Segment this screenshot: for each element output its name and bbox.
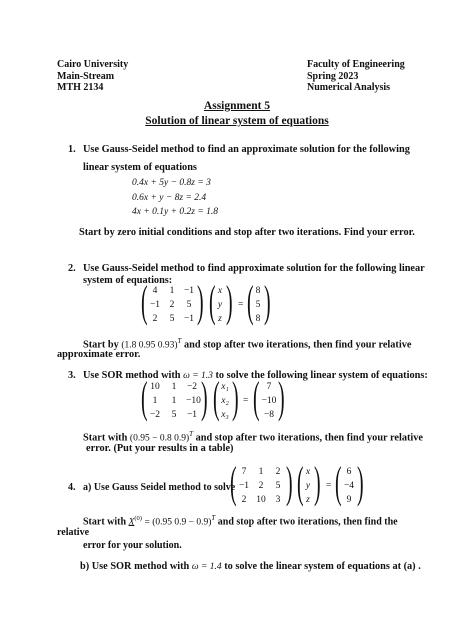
q3-rhs: −10 [261, 396, 277, 406]
q3-rhs-left-paren: ( [253, 373, 260, 422]
q3-rhs: −8 [263, 410, 275, 420]
header-university: Cairo University [57, 59, 129, 70]
q1-text-line1: Use Gauss-Seidel method to find an approximate solution for the following [83, 144, 410, 155]
q4-vars-right-paren: ) [314, 458, 321, 507]
q1-text-line2: linear system of equations [83, 162, 197, 173]
q3-var: x₃ [221, 410, 229, 420]
q3-start-vector: (0.95 − 0.8 0.9) [129, 433, 190, 444]
q4-number: 4. [68, 482, 76, 493]
q4-transpose: T [211, 514, 216, 522]
q3-matrix-cell: −1 [186, 410, 198, 420]
q2-matrix-equation [141, 277, 301, 328]
q3-matrix-left-paren: ( [141, 373, 148, 422]
header-left [57, 59, 128, 94]
q3-text-prefix: Use SOR method with [83, 370, 181, 381]
q2-rhs-right-paren: ) [264, 277, 271, 326]
q2-rhs-left-paren: ( [247, 277, 254, 326]
q4-matrix-cell: 10 [256, 495, 266, 505]
q2-matrix-cell: 1 [169, 286, 175, 296]
q2-text-line2: system of equations: [83, 275, 173, 286]
q4-start-suffix: and stop after two iterations, then find the [217, 516, 398, 528]
q2-matrix-right-paren: ) [197, 277, 204, 326]
q2-matrix-cell: −1 [183, 286, 195, 296]
q4-rhs: 6 [346, 467, 352, 477]
q4-matrix-equation [230, 458, 390, 509]
header-stream: Main-Stream [57, 70, 115, 82]
q2-matrix-cell: 4 [152, 286, 158, 296]
q2-start-suffix: and stop after two iterations, then find your relative [184, 339, 412, 351]
q3-rhs-right-paren: ) [278, 373, 285, 422]
q2-matrix-cell: 5 [186, 300, 192, 310]
q2-start-vector: (1.8 0.95 0.93) [121, 340, 178, 351]
q4-var: x [305, 467, 311, 477]
q2-matrix-cell: 5 [169, 314, 175, 324]
q3-text-suffix: to solve the following linear system of equations: [215, 370, 428, 381]
q3-matrix-right-paren: ) [201, 373, 208, 422]
assignment-title: Assignment 5 [203, 100, 271, 112]
q2-matrix-cell: −1 [183, 314, 195, 324]
q1-instruction: Start by zero initial conditions and stop after two iterations. Find your error. [79, 227, 415, 238]
q4-matrix-cell: −1 [238, 481, 250, 491]
q2-equals-sign: = [238, 300, 244, 310]
q4-start-prefix: Start with [83, 516, 127, 528]
q4-matrix-cell: 7 [241, 467, 247, 477]
q4-part-b-prefix: b) Use SOR method with [80, 561, 190, 572]
q3-matrix-cell: 1 [171, 396, 177, 406]
q3-line2: error. (Put your results in a table) [86, 443, 234, 454]
q3-var: x₂ [221, 396, 229, 406]
q1-equation-1: 0.4x + 5y − 0.8z = 3 [132, 178, 211, 188]
q4-matrix-cell: 2 [241, 495, 247, 505]
assignment-subtitle: Solution of linear system of equations [145, 115, 329, 127]
q4-vars-left-paren: ( [297, 458, 304, 507]
q3-matrix-cell: −10 [186, 396, 201, 406]
q3-start-suffix: and stop after two iterations, then find your relative [195, 432, 423, 444]
q3-vars-right-paren: ) [232, 373, 239, 422]
q2-matrix-cell: 2 [169, 300, 175, 310]
q2-rhs: 5 [255, 300, 261, 310]
q4-rhs-right-paren: ) [357, 458, 364, 507]
q4-start-line [83, 514, 398, 527]
q3-matrix-cell: −2 [149, 410, 161, 420]
q3-matrix-cell: −2 [186, 382, 198, 392]
q4-var: z [306, 495, 310, 505]
header-term: Spring 2023 [307, 70, 359, 82]
q4-part-b-line [80, 560, 421, 574]
q4-x0-label: X [128, 517, 135, 528]
q4-matrix-cell: 1 [258, 467, 264, 477]
q4-line3: error for your solution. [83, 540, 182, 551]
q2-var: x [217, 286, 223, 296]
q4-rhs: 9 [346, 495, 352, 505]
q4-line2: relative [57, 527, 90, 538]
header-subject: Numerical Analysis [307, 82, 391, 93]
q2-start-prefix: Start by [83, 339, 119, 351]
q2-vars-right-paren: ) [226, 277, 233, 326]
q4-part-b-suffix: to solve the linear system of equations at (a) . [224, 561, 421, 572]
q1-equation-3: 4x + 0.1y + 0.2z = 1.8 [132, 207, 218, 217]
header-right [307, 59, 405, 94]
q4-rhs-left-paren: ( [335, 458, 342, 507]
q4-start-vector: = (0.95 0.9 − 0.9) [144, 517, 212, 528]
q2-matrix-cell: −1 [149, 300, 161, 310]
q3-matrix-cell: 5 [171, 410, 177, 420]
q4-matrix-cell: 2 [275, 467, 281, 477]
q3-transpose: T [189, 430, 194, 438]
q2-rhs: 8 [255, 286, 261, 296]
q2-var: y [217, 300, 223, 310]
q4-part-a-prefix: a) Use Gauss Seidel method to solve [83, 482, 236, 493]
q3-equals-sign: = [243, 396, 249, 406]
q3-number: 3. [68, 370, 76, 381]
q2-matrix-left-paren: ( [141, 277, 148, 326]
q2-number: 2. [68, 263, 76, 274]
q2-rhs: 8 [255, 314, 261, 324]
q3-matrix-cell: 10 [150, 382, 160, 392]
q3-vars-left-paren: ( [213, 373, 220, 422]
q4-rhs: −4 [343, 481, 355, 491]
q2-line-end: approximate error. [57, 349, 141, 360]
header-faculty: Faculty of Engineering [307, 59, 405, 70]
q1-equation-2: 0.6x + y − 8z = 2.4 [132, 193, 207, 203]
q4-matrix-left-paren: ( [230, 458, 237, 507]
q4-x0-superscript: (0) [134, 515, 142, 522]
q3-matrix-cell: 1 [171, 382, 177, 392]
q4-matrix-cell: 3 [275, 495, 281, 505]
q1-number: 1. [68, 144, 76, 155]
q2-text-line1: Use Gauss-Seidel method to find approximate solution for the following linear [83, 263, 425, 274]
q2-matrix-cell: 2 [152, 314, 158, 324]
q3-start-prefix: Start with [83, 432, 128, 444]
q3-omega: ω = 1.3 [183, 371, 213, 381]
q4-matrix-right-paren: ) [286, 458, 293, 507]
q3-var: x₁ [221, 382, 229, 392]
q4-matrix-cell: 5 [275, 481, 281, 491]
q4-equals-sign: = [326, 481, 332, 491]
header-course-code: MTH 2134 [57, 82, 104, 93]
q4-var: y [305, 481, 311, 491]
q2-vars-left-paren: ( [209, 277, 216, 326]
q3-rhs: 7 [266, 382, 272, 392]
q2-transpose: T [177, 337, 182, 345]
q2-var: z [218, 314, 222, 324]
q4-part-b-omega: ω = 1.4 [191, 562, 222, 572]
q4-matrix-cell: 2 [258, 481, 264, 491]
q3-matrix-cell: 1 [152, 396, 158, 406]
